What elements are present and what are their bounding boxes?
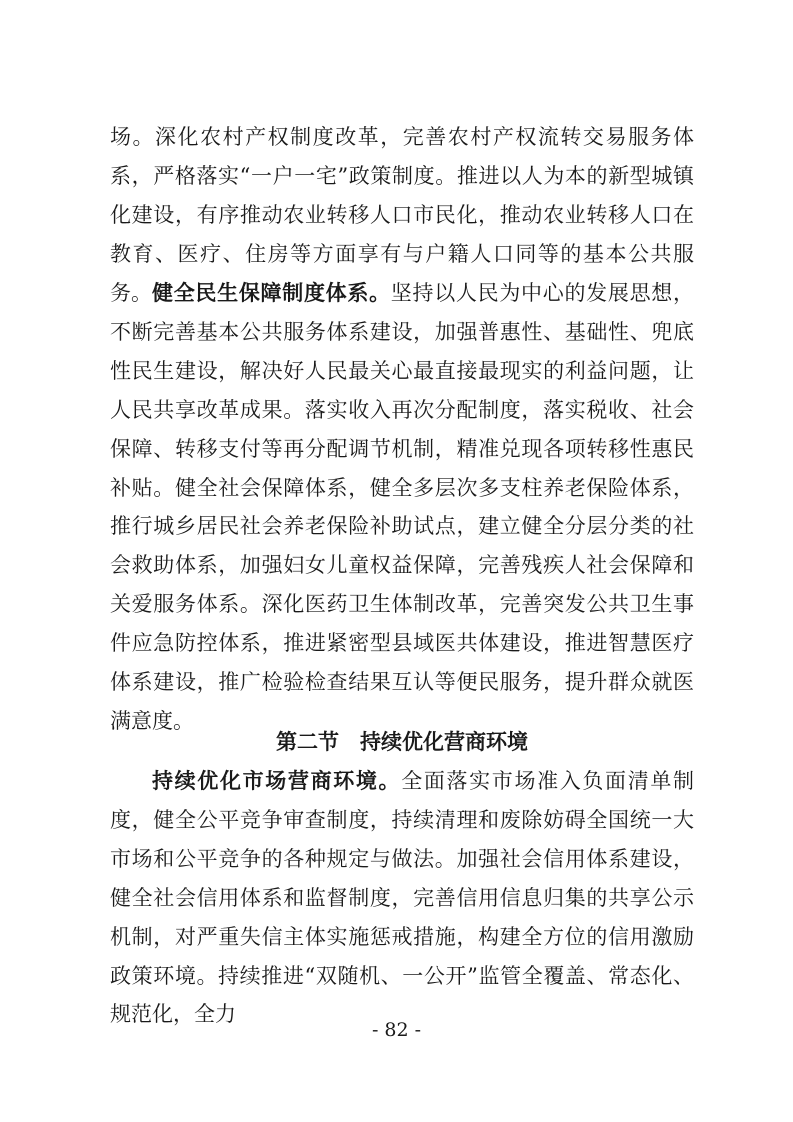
paragraph-business-environment (110, 762, 694, 1034)
paragraph-text: 全面落实市场准入负面清单制度，健全公平竞争审查制度，持续清理和废除妨碍全国统一大市场和公平竞争的各种规定与做法。加强社会信用体系建设，健全社会信用体系和监督制度，完善信用信息归集的共享公示机制，对严重失信主体实施惩戒措施，构建全方位的信用激励政策环境。持续推进“双随机、一公开”监管全覆盖、常态化、规范化，全力 (110, 769, 695, 1027)
paragraph-text: 场。深化农村产权制度改革，完善农村产权流转交易服务体系，严格落实“一户一宅”政策制度。推进以人为本的新型城镇化建设，有序推动农业转移人口市民化，推动农业转移人口在教育、医疗、住房等方面享有与户籍人口同等的基本公共服务。 (110, 125, 694, 305)
page-number: - 82 - (371, 1019, 422, 1041)
paragraph-text: 坚持以人民为中心的发展思想，不断完善基本公共服务体系建设，加强普惠性、基础性、兜底性民生建设，解决好人民最关心最直接最现实的利益问题，让人民共享改革成果。落实收入再次分配制度，落实税收、社会保障、转移支付等再分配调节机制，精准兑现各项转移性惠民补贴。健全社会保障体系，健全多层次多支柱养老保险体系，推行城乡居民社会养老保险补助试点，建立健全分层分类的社会救助体系，加强妇女儿童权益保障，完善残疾人社会保障和关爱服务体系。深化医药卫生体制改革，完善突发公共卫生事件应急防控体系，推进紧密型县域医共体建设，推进智慧医疗体系建设，推广检验检查结果互认等便民服务，提升群众就医满意度。 (110, 281, 695, 733)
paragraph-lead: 健全民生保障制度体系。 (152, 281, 391, 305)
section-heading: 第二节 持续优化营商环境 (276, 730, 528, 754)
paragraph-lead: 持续优化市场营商环境。 (152, 769, 402, 793)
paragraph-livelihood (110, 274, 694, 741)
